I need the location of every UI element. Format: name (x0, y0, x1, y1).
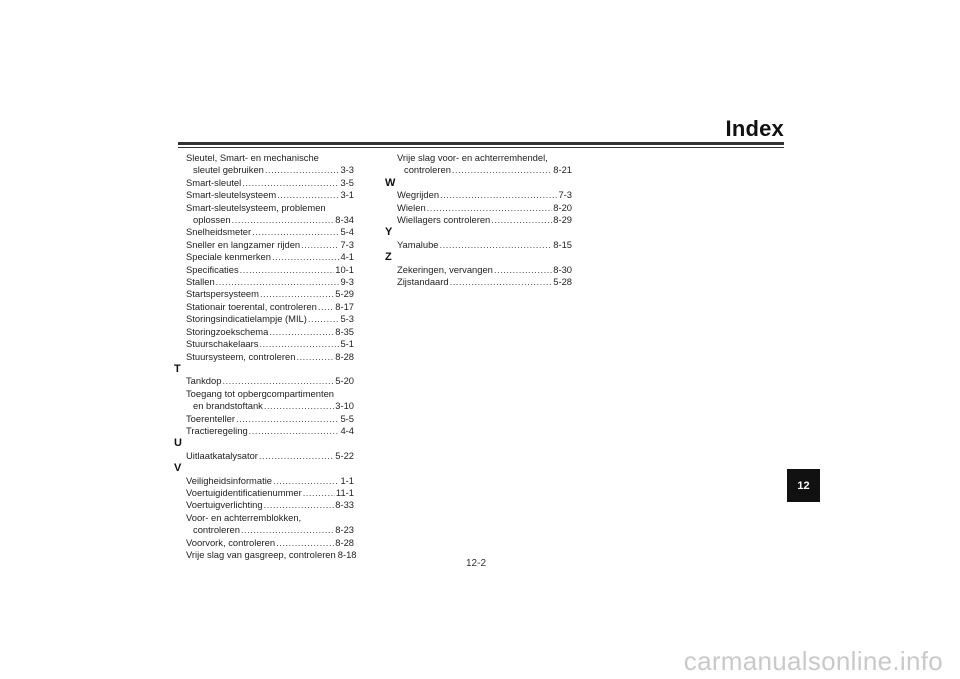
index-entry-page: 8-15 (553, 238, 572, 250)
index-section-letter: Z (385, 251, 392, 264)
index-entry-label: Zijstandaard (397, 276, 449, 288)
dot-leader (222, 375, 334, 387)
index-entry[interactable] (174, 450, 354, 462)
index-entry-page: 4-1 (340, 251, 354, 263)
index-entry-page: 8-17 (335, 300, 354, 312)
index-entry-label: Smart-sleutel (186, 176, 242, 188)
index-entry[interactable] (174, 264, 354, 276)
dot-leader (236, 413, 339, 425)
index-entry-page: 8-18 (337, 549, 357, 560)
index-entry[interactable] (385, 264, 572, 276)
index-entry-page: 8-21 (553, 164, 572, 176)
index-entry[interactable] (174, 288, 354, 300)
index-entry-page: 8-28 (335, 536, 354, 548)
dot-leader (450, 276, 553, 288)
dot-leader (301, 239, 339, 251)
index-entry-label: Stuurschakelaars (186, 338, 259, 350)
index-entry[interactable] (174, 549, 357, 561)
dot-leader (440, 189, 557, 201)
dot-leader (260, 288, 334, 300)
index-entry-page: 8-29 (553, 214, 572, 226)
dot-leader (269, 326, 334, 338)
chapter-tab[interactable]: 12 (787, 469, 820, 502)
index-entry-label: Zekeringen, vervangen (397, 263, 493, 275)
index-entry[interactable] (385, 276, 572, 288)
index-entry-label: Vrije slag van gasgreep, controleren (186, 549, 336, 560)
dot-leader (308, 313, 340, 325)
page-title: Index (725, 116, 784, 141)
index-entry-heading: Sleutel, Smart- en mechanische (186, 152, 319, 163)
index-entry[interactable] (174, 400, 354, 412)
index-entry[interactable] (174, 326, 354, 338)
index-entry-label: Startspersysteem (186, 288, 259, 300)
index-entry[interactable] (174, 537, 354, 549)
dot-leader (273, 475, 339, 487)
index-entry-label: controleren (193, 524, 240, 536)
index-entry[interactable] (174, 239, 354, 251)
dot-leader (240, 264, 335, 276)
index-entry-page: 11-1 (335, 486, 354, 498)
dot-leader (259, 338, 339, 350)
dot-leader (265, 164, 340, 176)
dot-leader (440, 239, 553, 251)
dot-leader (264, 400, 334, 412)
index-entry[interactable] (174, 164, 354, 176)
index-entry-page: 7-3 (558, 189, 572, 201)
index-section-letter: T (174, 362, 181, 375)
index-entry-page: 8-20 (553, 201, 572, 213)
index-entry-page: 5-29 (335, 288, 354, 300)
index-entry[interactable] (174, 214, 354, 226)
index-entry-page: 7-3 (340, 238, 354, 250)
index-entry-label: Voertuigverlichting (186, 499, 263, 511)
dot-leader (232, 214, 335, 226)
index-entry-heading: Toegang tot opbergcompartimenten (186, 387, 335, 399)
index-entry-label: Voertuigidentificatienummer (186, 486, 302, 498)
index-entry-label: en brandstoftank (193, 400, 263, 412)
index-entry[interactable] (385, 164, 572, 176)
index-entry-label: Snelheidsmeter (186, 226, 252, 238)
index-entry-label: oplossen (193, 214, 231, 226)
index-entry-page: 1-1 (340, 474, 354, 486)
index-entry-label: Uitlaatkatalysator (186, 449, 258, 461)
index-entry-label: Specificaties (186, 263, 239, 275)
index-entry[interactable] (174, 475, 354, 487)
index-entry-page: 9-3 (340, 276, 354, 288)
index-entry-label: sleutel gebruiken (193, 164, 264, 176)
index-entry-page: 3-10 (335, 400, 354, 412)
index-entry-label: Wiellagers controleren (397, 214, 491, 226)
index-entry[interactable] (385, 214, 572, 226)
dot-leader (272, 251, 339, 263)
index-section-letter: W (385, 176, 396, 189)
header-rule-thin (178, 147, 784, 148)
index-entry-label: Tankdop (186, 375, 222, 387)
index-entry[interactable] (174, 301, 354, 313)
index-entry-page: 5-3 (340, 313, 354, 325)
dot-leader (242, 177, 339, 189)
index-entry[interactable] (174, 524, 354, 536)
index-entry-heading: Voor- en achterremblokken, (186, 511, 302, 523)
index-entry[interactable] (174, 413, 354, 425)
index-entry-label: Storingzoekschema (186, 325, 269, 337)
watermark-text: carmanualsonline.info (683, 646, 943, 676)
index-entry-page: 10-1 (335, 263, 354, 275)
index-entry-label: Wegrijden (397, 189, 440, 201)
index-entry-page: 8-30 (553, 263, 572, 275)
dot-leader (241, 524, 334, 536)
index-entry[interactable] (174, 425, 354, 437)
index-entry-label: Smart-sleutelsysteem (186, 189, 277, 201)
index-entry-page: 3-3 (340, 164, 354, 176)
index-entry[interactable] (174, 351, 354, 363)
index-entry-label: Toerenteller (186, 412, 235, 424)
dot-leader (303, 487, 335, 499)
index-entry-label: Stuursysteem, controleren (186, 350, 296, 362)
dot-leader (276, 537, 334, 549)
index-entry[interactable] (385, 202, 572, 214)
index-entry-page: 8-23 (335, 524, 354, 536)
index-entry[interactable] (174, 487, 354, 499)
index-section-letter: V (174, 462, 182, 475)
dot-leader (249, 425, 340, 437)
index-section-letter: Y (385, 226, 393, 239)
index-section-letter: U (174, 437, 182, 450)
index-entry[interactable] (174, 251, 354, 263)
index-entry-label: Wielen (397, 201, 426, 213)
index-entry-label: Yamalube (397, 238, 439, 250)
index-entry-page: 5-20 (335, 375, 354, 387)
index-entry-label: Storingsindicatielampje (MIL) (186, 313, 307, 325)
dot-leader (216, 276, 340, 288)
index-entry-label: Speciale kenmerken (186, 251, 271, 263)
page-number: 12-2 (466, 558, 487, 569)
dot-leader (277, 189, 339, 201)
index-entry-page: 3-5 (340, 176, 354, 188)
index-entry-label: Sneller en langzamer rijden (186, 238, 301, 250)
index-entry[interactable] (174, 499, 354, 511)
index-column-right (385, 152, 572, 288)
index-entry-heading: Smart-sleutelsysteem, problemen (186, 201, 326, 213)
index-entry-label: Stationair toerental, controleren (186, 300, 317, 312)
index-entry-label: controleren (404, 164, 451, 176)
index-entry-page: 5-1 (340, 338, 354, 350)
index-entry[interactable] (174, 338, 354, 350)
dot-leader (296, 351, 334, 363)
dot-leader (264, 499, 335, 511)
index-entry[interactable] (385, 189, 572, 201)
header-rule (178, 142, 784, 145)
index-entry-label: Stallen (186, 276, 215, 288)
dot-leader (494, 264, 552, 276)
index-entry-page: 5-22 (335, 449, 354, 461)
index-column-left (174, 152, 357, 561)
index-entry-label: Voorvork, controleren (186, 536, 276, 548)
index-entry-page: 8-34 (335, 214, 354, 226)
dot-leader (259, 450, 334, 462)
index-entry-page: 5-28 (553, 276, 572, 288)
index-entry[interactable] (174, 313, 354, 325)
index-entry-page: 5-4 (340, 226, 354, 238)
index-entry[interactable] (385, 239, 572, 251)
index-entry-page: 8-35 (335, 325, 354, 337)
dot-leader (252, 226, 339, 238)
index-entry[interactable] (174, 276, 354, 288)
index-entry[interactable] (174, 189, 354, 201)
index-entry-page: 8-28 (335, 350, 354, 362)
dot-leader (491, 214, 552, 226)
index-entry-page: 4-4 (340, 424, 354, 436)
index-entry-page: 5-5 (340, 412, 354, 424)
index-entry[interactable] (174, 226, 354, 238)
index-entry-page: 3-1 (340, 189, 354, 201)
index-entry[interactable] (174, 177, 354, 189)
index-entry-heading: Vrije slag voor- en achterremhendel, (397, 152, 548, 163)
index-entry-page: 8-33 (335, 499, 354, 511)
dot-leader (452, 164, 552, 176)
dot-leader (427, 202, 553, 214)
dot-leader (318, 301, 334, 313)
index-entry[interactable] (174, 375, 354, 387)
index-entry-label: Tractieregeling (186, 424, 248, 436)
index-entry-label: Veiligheidsinformatie (186, 474, 272, 486)
